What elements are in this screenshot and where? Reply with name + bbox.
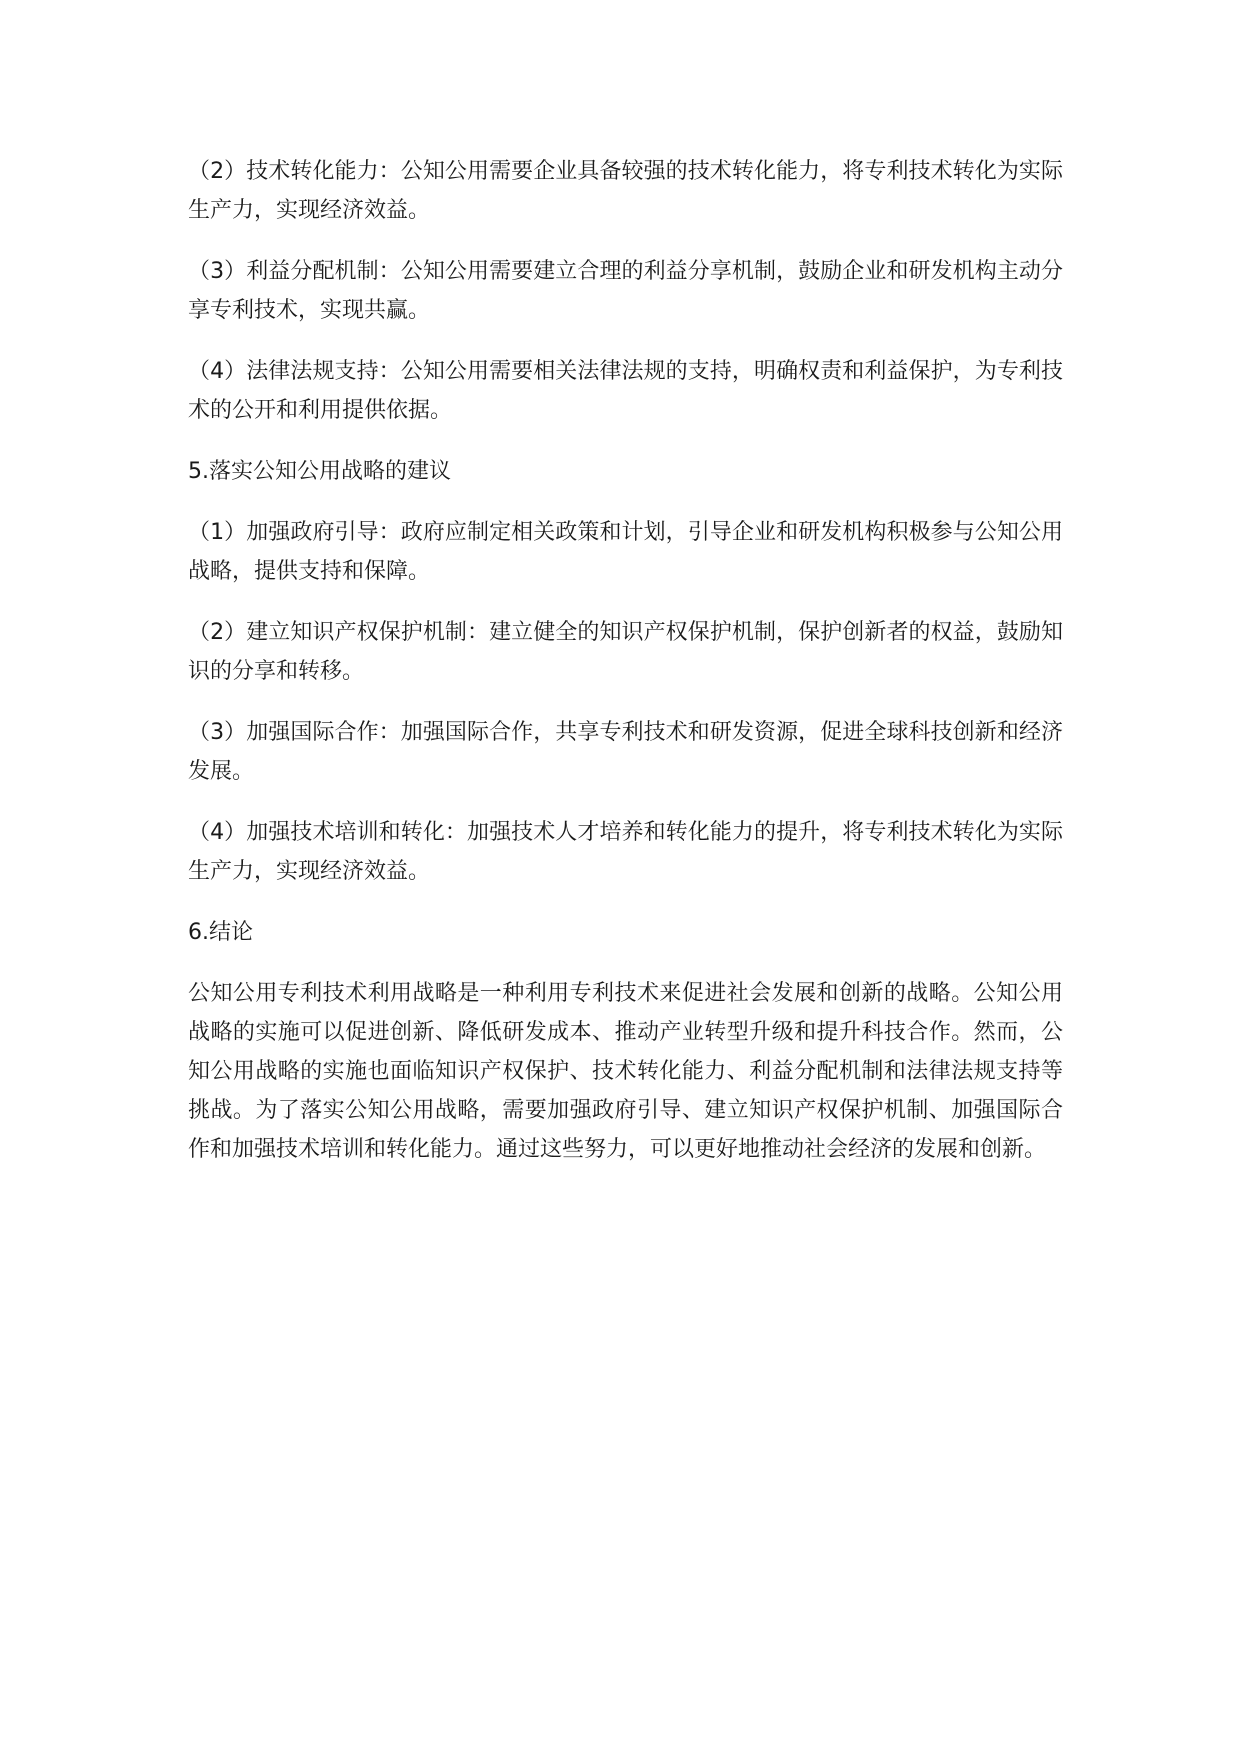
paragraph-tech-transfer: （2）技术转化能力：公知公用需要企业具备较强的技术转化能力，将专利技术转化为实际生产力，实现经济效益。: [188, 159, 1063, 223]
paragraph-conclusion: 公知公用专利技术利用战略是一种利用专利技术来促进社会发展和创新的战略。公知公用战略的实施可以促进创新、降低研发成本、推动产业转型升级和提升科技合作。然而，公知公用战略的实施也面临知识产权保护、技术转化能力、利益分配机制和法律法规支持等挑战。为了落实公知公用战略，需要加强政府引导、建立知识产权保护机制、加强国际合作和加强技术培训和转化能力。通过这些努力，可以更好地推动社会经济的发展和创新。: [188, 981, 1063, 1162]
document-page: [188, 152, 1063, 1191]
paragraph-benefit-sharing: （3）利益分配机制：公知公用需要建立合理的利益分享机制，鼓励企业和研发机构主动分享专利技术，实现共赢。: [188, 259, 1063, 323]
paragraph-legal-support: （4）法律法规支持：公知公用需要相关法律法规的支持，明确权责和利益保护，为专利技术的公开和利用提供依据。: [188, 359, 1063, 423]
paragraph-ip-protection: （2）建立知识产权保护机制：建立健全的知识产权保护机制，保护创新者的权益，鼓励知识的分享和转移。: [188, 620, 1063, 684]
paragraph-government-guidance: （1）加强政府引导：政府应制定相关政策和计划，引导企业和研发机构积极参与公知公用战略，提供支持和保障。: [188, 520, 1063, 584]
paragraph-training-transfer: （4）加强技术培训和转化：加强技术人才培养和转化能力的提升，将专利技术转化为实际生产力，实现经济效益。: [188, 820, 1063, 884]
section-heading-conclusion: 6.结论: [188, 920, 253, 945]
paragraph-international-cooperation: （3）加强国际合作：加强国际合作，共享专利技术和研发资源，促进全球科技创新和经济发展。: [188, 720, 1063, 784]
section-heading-recommendations: 5.落实公知公用战略的建议: [188, 459, 451, 484]
